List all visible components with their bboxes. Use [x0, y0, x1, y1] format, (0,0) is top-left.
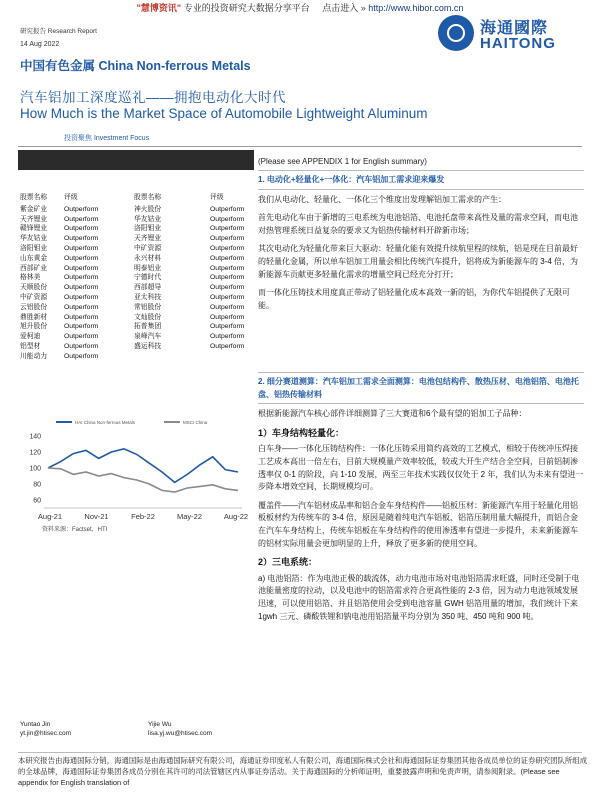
stock-name: 神火股份 — [134, 205, 162, 213]
author-2-email[interactable]: lisa.yj.wu@htisec.com — [148, 730, 213, 737]
stock-name: 盛运科技 — [134, 342, 162, 350]
table-col-rating2 — [210, 193, 244, 362]
stock-rating: Outperform — [210, 342, 245, 350]
section-1-para-3: 其次电动化为轻量化带来巨大驱动：轻量化能有效提升续航里程的续航，铝是现在目前最好的轻量化金属，所以单车铝加工用量会相比传统汽车提升，铝将成为新能源车的 3-4 倍，为新能源车贡献更多轻量化需求的增量空间已经充分打开； — [258, 244, 579, 279]
section-1-para-1: 我们从电动化、轻量化、一体化三个维度出发理解铝加工需求的产生： — [258, 194, 506, 204]
y-tick-label: 140 — [29, 433, 41, 441]
section-1-para-4: 而一体化压铸技术用度真正带动了铝轻量化成本高效一新的铝，为你代车铝提供了无限可能。 — [258, 288, 570, 310]
stock-rating — [210, 352, 244, 362]
divider — [258, 372, 584, 373]
subsection-1-heading: 1）车身结构轻量化： — [258, 427, 345, 438]
x-tick-label: Aug-21 — [37, 512, 63, 521]
stock-rating: Outperform — [64, 235, 99, 243]
stock-name: 文灿股份 — [134, 313, 162, 321]
y-tick-label: 80 — [33, 481, 41, 489]
summary-note: (Please see APPENDIX 1 for English summary) — [258, 157, 427, 166]
stock-rating: Outperform — [210, 313, 245, 321]
divider — [258, 189, 584, 190]
subsection-2-para-1: a) 电池铝箔：作为电池正极的载流体，动力电池市场对电池铝箔需求旺盛，同时还受制于电池能量密度的拉动，以及电池中的铝箔需求符合更高性能的 2-3 倍，因为动力电池领域发展迅速，可以使用铝箔、并且铝箔使用会受到电池容量 GWH 铝箔用量的增加，我们统计下来 1gwh 三元、磷酸铁锂和钠电池用铝箔量平均分别为 350 吨、450 吨和 900 吨。 — [258, 573, 580, 621]
stock-rating: Outperform — [210, 225, 245, 233]
x-tick-label: Aug-22 — [223, 512, 249, 521]
report-date: 14 Aug 2022 — [20, 41, 60, 48]
stock-name: 天顺股份 — [20, 284, 48, 292]
stock-name: 铝型材 — [20, 342, 41, 350]
stock-rating: Outperform — [64, 352, 99, 360]
stock-rating: Outperform — [210, 235, 245, 243]
stock-rating: Outperform — [64, 284, 99, 292]
disclaimer: 本研究报告由海通国际分销，海通国际是由海通国际研究有限公司，海通证券印度私人有限公司，海通国际株式会社和海通国际证券集团其他各成员单位的证券研究团队所组成的全球品牌，海通国际证券集团各成员分别在其许可的司法管辖区内从事证券活动。关于海通国际的分析师证明，重要披露声明和免责声明，请参阅附录。(Please see appendix for English translation of — [18, 756, 588, 787]
stock-rating: Outperform — [64, 342, 99, 350]
series-line-2 — [48, 468, 238, 492]
stock-rating: Outperform — [64, 333, 99, 341]
x-tick-label: Nov-21 — [84, 512, 109, 521]
stock-name: 爱柯迪 — [20, 333, 41, 341]
table-col-name1 — [20, 193, 47, 362]
stock-rating: Outperform — [210, 215, 245, 223]
y-tick-label: 100 — [29, 465, 41, 473]
stock-rating: Outperform — [210, 333, 245, 341]
stock-rating: Outperform — [210, 323, 245, 331]
stock-name: 明泰铝业 — [134, 264, 162, 272]
x-tick-label: May-22 — [176, 512, 203, 521]
stock-rating: Outperform — [64, 323, 99, 331]
stock-name: 洛阳钼业 — [20, 244, 48, 252]
stock-rating: Outperform — [210, 254, 245, 262]
author-2-name: Yijie Wu — [148, 721, 172, 728]
banner-text: 专业的投资研究大数据分享平台 — [181, 3, 310, 13]
stock-name: 西部矿业 — [20, 264, 48, 272]
stock-rating: Outperform — [210, 303, 245, 311]
section-1-para-2: 首先电动化车由于新增的三电系统为电池铝箔、电池托盘带来高性及量的需求空间，而电池对热管理系统日益复杂的要求又为铝热传输材料开辟新市场； — [258, 213, 578, 235]
stock-name: 西部超导 — [134, 284, 162, 292]
series-line-1 — [48, 449, 238, 483]
stock-rating: Outperform — [210, 264, 245, 272]
stock-rating: Outperform — [210, 274, 245, 282]
stock-rating: Outperform — [210, 284, 245, 292]
section-2-para-1: 根据新能源汽车核心部件详细测算了三大赛道和6个最有望的铝加工子品种： — [258, 409, 527, 419]
section-2 — [258, 372, 584, 623]
stock-name: 山东黄金 — [20, 254, 48, 262]
x-tick-label: Feb-22 — [131, 512, 155, 521]
focus-header-bar — [18, 150, 254, 170]
divider — [258, 170, 584, 171]
table-col-name2 — [134, 193, 161, 362]
author-1-email[interactable]: yt.jin@htisec.com — [20, 730, 72, 737]
author-1-name: Yuntao Jin — [20, 721, 51, 728]
stock-name: 旭升股份 — [20, 323, 48, 331]
investment-focus-label: 投资聚焦 Investment Focus — [64, 135, 150, 142]
report-title-cn: 汽车铝加工深度巡礼——拥抱电动化大时代 — [20, 90, 286, 105]
stock-name: 鼎胜新材 — [20, 313, 48, 321]
stock-name: 泉峰汽车 — [134, 333, 162, 341]
stock-rating: Outperform — [64, 313, 99, 321]
legend-label: MSCI China — [183, 420, 208, 425]
subsection-1-para-2: 覆盖件——汽车铝材成品率和铝合金车身结构件——铝板压材：新能源汽车用于轻量化用铝板板材约为传统车的 3-4 倍，原因是随着纯电汽车铝板、铝箔压制用量大幅提升，而铝合金在汽车车身结构上，传统车铝板在车身结构件的使用渗透率有望进一步提升，未来新能源车的铝材实际用量会更加明显的上升，释放了更多新的使用空间。 — [258, 500, 579, 548]
stock-rating: Outperform — [64, 264, 99, 272]
author-1 — [20, 720, 71, 738]
haitong-logo — [438, 13, 588, 55]
logo-en: HAITONG — [480, 35, 556, 52]
divider — [258, 403, 584, 404]
logo-cn: 海通國際 — [480, 20, 549, 37]
table-header: 评级 — [64, 194, 78, 201]
chart-source: 资料来源：Factset，HTI — [42, 527, 108, 533]
stock-name: 川能动力 — [20, 352, 48, 360]
stock-rating: Outperform — [64, 254, 99, 262]
y-tick-label: 120 — [29, 449, 41, 457]
stock-name: 永兴材料 — [134, 254, 162, 262]
divider — [18, 146, 582, 147]
stock-rating: Outperform — [64, 303, 99, 311]
top-banner: "慧博资讯" 专业的投资研究大数据分享平台 点击进入 » http://www.hibor.com.cn — [136, 3, 464, 13]
banner-link[interactable]: 点击进入 — [322, 3, 359, 13]
y-tick-label: 60 — [33, 497, 41, 505]
stock-name: 天齐锂业 — [20, 215, 48, 223]
stock-name: 格林美 — [20, 274, 41, 282]
subsection-1-para-1: 白车身——一体化压铸结构件：一体化压铸采用简约高效的工艺模式，相较于传统冲压焊接工艺成本高出一倍左右，目前大规模量产效率较低，较或大开生产结合全空间，目前铝制渗透率仅 0-1 的阶段，向 1-10 发展，两至三年技术实践仅仅处于 2 年，我们认为未来有望进一步降本增效空间，长期规模均可。 — [258, 444, 584, 492]
stock-name: 云铝股份 — [20, 303, 48, 311]
section-1-heading: 1. 电动化+轻量化+一体化：汽车铝加工需求迎来爆发 — [258, 175, 445, 184]
stock-rating: Outperform — [64, 205, 99, 213]
stock-name: 常铝股份 — [134, 303, 162, 311]
stock-rating: Outperform — [64, 244, 99, 252]
table-col-rating1 — [64, 193, 98, 362]
stock-name: 华友钴业 — [20, 235, 48, 243]
stock-name: 华友钴业 — [134, 215, 162, 223]
section-2-heading: 2. 细分赛道测算：汽车铝加工需求全面测算：电池包结构件、散热压材、电池铝箔、电池托盘、铝热传输材料 — [258, 377, 579, 399]
stock-name: 宁德时代 — [134, 274, 162, 282]
stock-rating: Outperform — [64, 293, 99, 301]
stock-rating: Outperform — [64, 215, 99, 223]
stock-name: 中矿资源 — [20, 293, 48, 301]
table-header: 股票名称 — [20, 194, 48, 201]
banner-brand: "慧博资讯" — [136, 3, 182, 13]
banner-url[interactable]: http://www.hibor.com.cn — [368, 3, 464, 13]
stock-name: 赣锋锂业 — [20, 225, 48, 233]
subsection-2-heading: 2）三电系统： — [258, 557, 318, 568]
stock-name: 天齐锂业 — [134, 235, 162, 243]
stock-rating-table — [20, 193, 252, 363]
author-2 — [148, 720, 212, 738]
table-header: 评级 — [210, 194, 224, 201]
logo-icon — [438, 15, 474, 51]
section-1 — [258, 170, 584, 312]
stock-name: 中矿资源 — [134, 244, 162, 252]
report-title-en: How Much is the Market Space of Automobile Lightweight Aluminum — [20, 106, 428, 121]
legend-label: HAI China Non-ferrous Metals — [75, 420, 136, 425]
table-header: 股票名称 — [134, 194, 162, 201]
stock-name: 紫金矿业 — [20, 205, 48, 213]
price-chart — [20, 412, 250, 524]
stock-name: 亚太科技 — [134, 293, 162, 301]
stock-name: 拓普集团 — [134, 323, 162, 331]
stock-rating: Outperform — [64, 225, 99, 233]
stock-rating: Outperform — [210, 205, 245, 213]
stock-name — [134, 352, 161, 362]
stock-name: 洛阳钼业 — [134, 225, 162, 233]
sector-title: 中国有色金属 China Non-ferrous Metals — [20, 59, 251, 73]
divider — [18, 752, 582, 753]
stock-rating: Outperform — [64, 274, 99, 282]
stock-rating: Outperform — [210, 244, 245, 252]
report-type: 研究报告 Research Report — [20, 28, 97, 35]
stock-rating: Outperform — [210, 293, 245, 301]
